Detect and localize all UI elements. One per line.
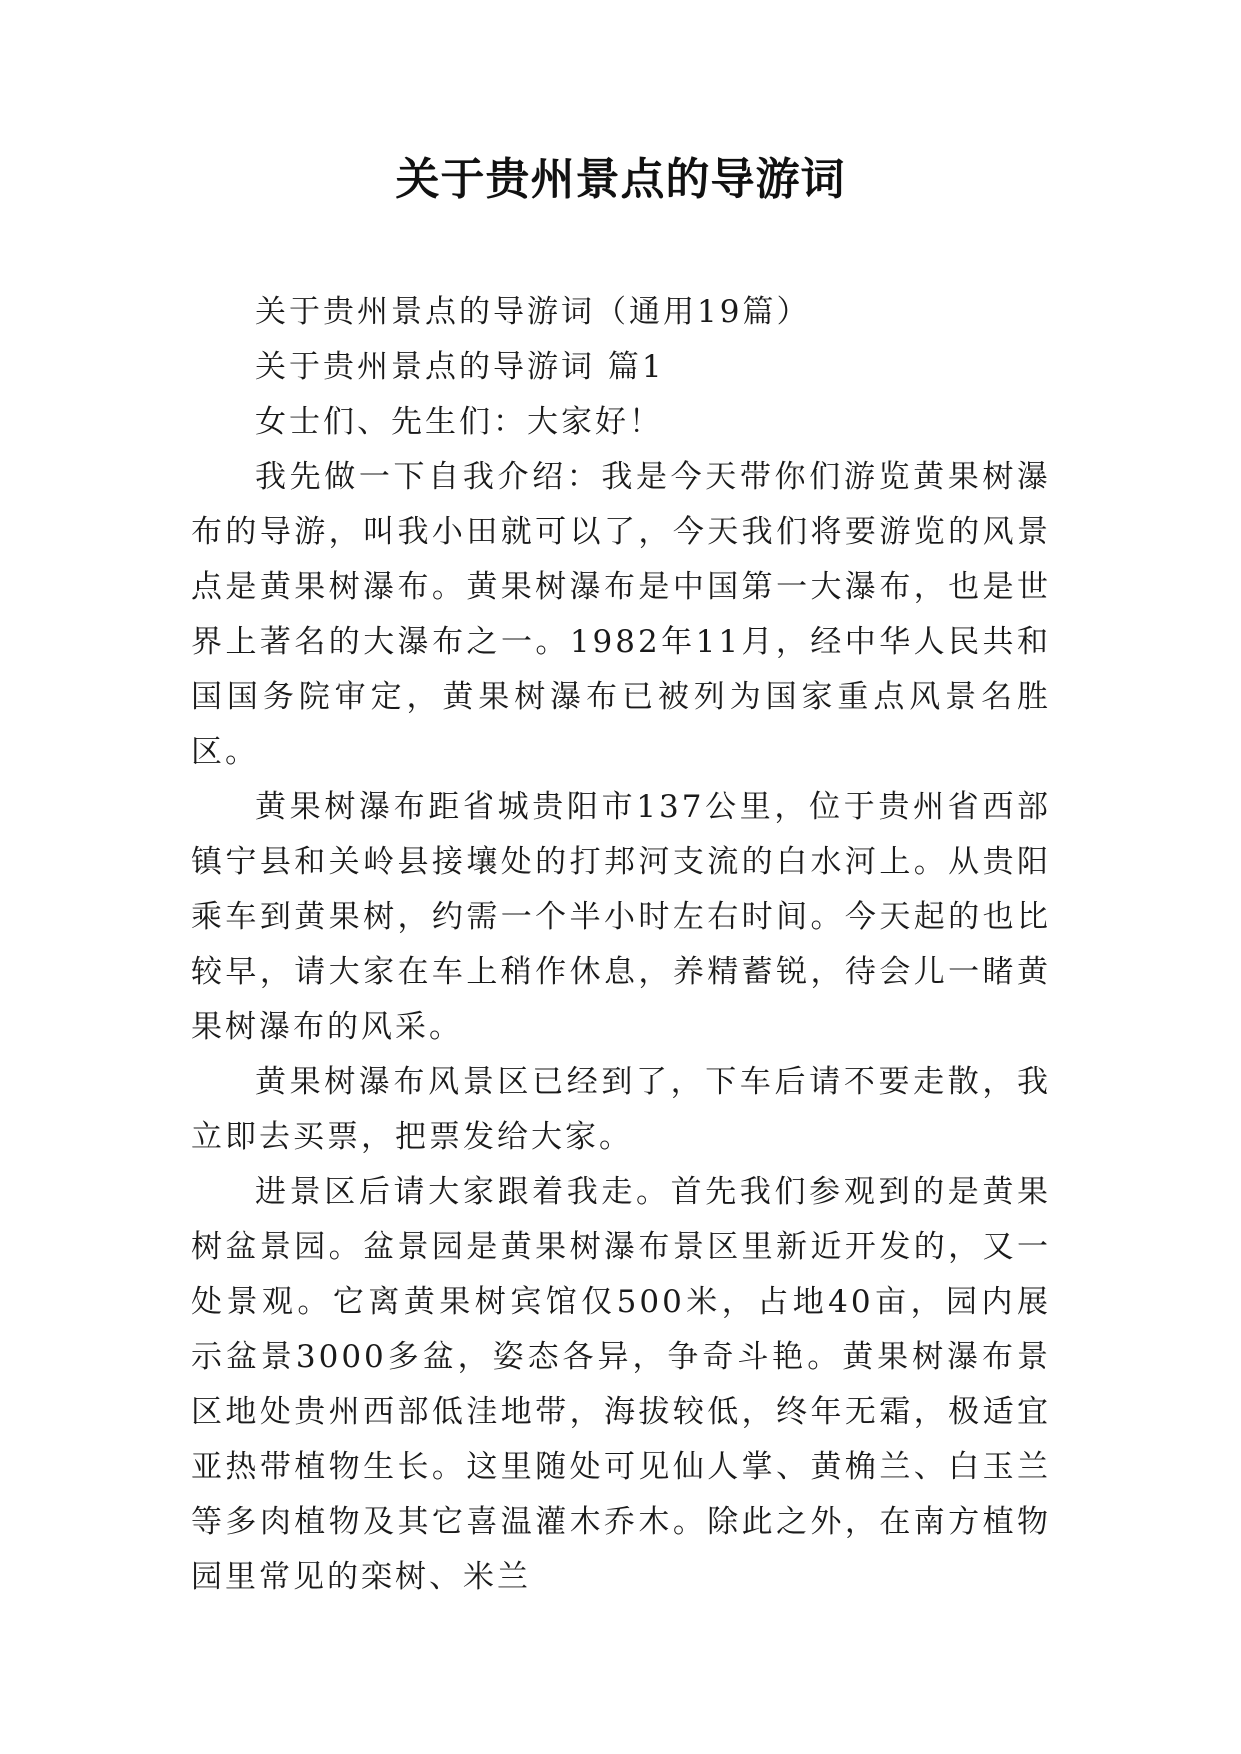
subtitle-paragraph: 关于贵州景点的导游词（通用19篇） — [255, 294, 811, 330]
body-paragraph: 我先做一下自我介绍：我是今天带你们游览黄果树瀑布的导游，叫我小田就可以了，今天我们将要游览的风景点是黄果树瀑布。黄果树瀑布是中国第一大瀑布，也是世界上著名的大瀑布之一。1982年11月，经中华人民共和国国务院审定，黄果树瀑布已被列为国家重点风景名胜区。 — [191, 459, 1051, 770]
body-paragraph: 进景区后请大家跟着我走。首先我们参观到的是黄果树盆景园。盆景园是黄果树瀑布景区里新近开发的，又一处景观。它离黄果树宾馆仅500米，占地40亩，园内展示盆景3000多盆，姿态各异，争奇斗艳。黄果树瀑布景区地处贵州西部低洼地带，海拔较低，终年无霜，极适宜亚热带植物生长。这里随处可见仙人掌、黄桷兰、白玉兰等多肉植物及其它喜温灌木乔木。除此之外，在南方植物园里常见的栾树、米兰 — [191, 1174, 1051, 1595]
document-body — [191, 285, 1051, 1605]
section-heading-paragraph: 关于贵州景点的导游词 篇1 — [255, 349, 665, 385]
body-paragraph: 黄果树瀑布距省城贵阳市137公里，位于贵州省西部镇宁县和关岭县接壤处的打邦河支流的白水河上。从贵阳乘车到黄果树，约需一个半小时左右时间。今天起的也比较早，请大家在车上稍作休息，养精蓄锐，待会儿一睹黄果树瀑布的风采。 — [191, 789, 1051, 1045]
greeting-paragraph: 女士们、先生们：大家好！ — [255, 404, 663, 440]
document-title: 关于贵州景点的导游词 — [395, 154, 846, 205]
body-paragraph: 黄果树瀑布风景区已经到了，下车后请不要走散，我立即去买票，把票发给大家。 — [191, 1064, 1051, 1155]
